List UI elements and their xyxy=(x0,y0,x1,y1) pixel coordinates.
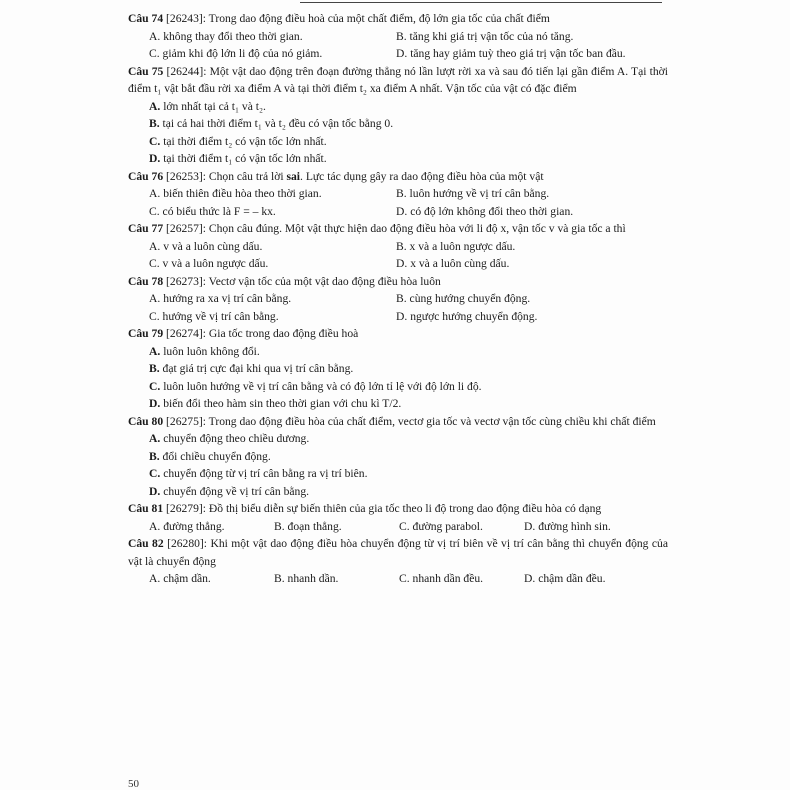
answer-option[interactable] xyxy=(149,360,668,378)
answer-option[interactable] xyxy=(396,45,643,63)
answer-option[interactable] xyxy=(149,465,668,483)
option-text: tăng hay giảm tuỳ theo giá trị vận tốc ban đầu. xyxy=(410,47,626,60)
question-code: [26253] xyxy=(166,169,203,183)
option-label: B. xyxy=(149,449,160,463)
option-label: D. xyxy=(396,309,408,323)
answer-option[interactable] xyxy=(274,570,399,588)
option-label: D. xyxy=(396,47,408,60)
answer-option[interactable] xyxy=(149,343,668,361)
option-label: B. xyxy=(149,117,160,130)
options-row xyxy=(149,45,668,63)
options-row xyxy=(149,290,668,308)
option-text: v và a luôn ngược dấu. xyxy=(162,257,269,270)
question-code: [26273] xyxy=(166,274,203,288)
options-row xyxy=(149,518,668,536)
option-text: đường hình sin. xyxy=(538,519,611,533)
question-text: : Khi một vật dao động điều hòa chuyển động từ vị trí biên về vị trí cân bằng thì chuyển động của vật là chuyển động xyxy=(128,537,668,568)
question-number: Câu 78 xyxy=(128,274,164,288)
option-label: A. xyxy=(149,519,161,533)
question-stem xyxy=(128,63,668,98)
answer-option[interactable] xyxy=(149,98,668,116)
answer-option[interactable] xyxy=(149,518,274,536)
option-label: D. xyxy=(396,257,408,270)
question-number: Câu 77 xyxy=(128,222,164,235)
option-label: A. xyxy=(149,344,161,358)
option-text: đạt giá trị cực đại khi qua vị trí cân bằng. xyxy=(162,362,354,375)
question-number: Câu 82 xyxy=(128,537,164,550)
answer-option[interactable] xyxy=(149,150,668,168)
option-label: A. xyxy=(149,572,161,585)
option-text: nhanh dần đều. xyxy=(412,572,484,585)
answer-option[interactable] xyxy=(149,255,396,273)
option-text: lớn nhất tại cả t₁ và t₂. xyxy=(163,99,266,113)
option-label: C. xyxy=(149,467,161,480)
question-text: : Đồ thị biểu diễn sự biến thiên của gia tốc theo li độ trong dao động điều hòa có dạng xyxy=(202,502,602,515)
option-text: luôn luôn không đổi. xyxy=(163,344,260,358)
answer-option[interactable] xyxy=(396,185,643,203)
question-code: [26244] xyxy=(166,64,204,78)
option-label: B. xyxy=(149,362,160,375)
question-text: : Chọn câu trả lời xyxy=(202,169,287,183)
answer-option[interactable] xyxy=(149,483,668,501)
question-code: [26280] xyxy=(167,537,204,550)
question-number: Câu 75 xyxy=(128,64,164,78)
options-row xyxy=(149,570,668,588)
question-text: : Trong dao động điều hoà của một chất điểm, độ lớn gia tốc của chất điểm xyxy=(202,12,550,25)
option-label: B. xyxy=(274,519,285,533)
question-stem xyxy=(128,220,668,238)
option-label: C. xyxy=(399,519,410,533)
question-list xyxy=(128,10,668,588)
options-row xyxy=(149,238,668,256)
option-text: đường parabol. xyxy=(412,519,483,533)
question-text: . Lực tác dụng gây ra dao động điều hòa của một vật xyxy=(300,169,544,183)
question-code: [26275] xyxy=(166,414,203,428)
options-row xyxy=(149,28,668,46)
option-label: B. xyxy=(396,292,407,305)
option-text: tại thời điểm t₂ có vận tốc lớn nhất. xyxy=(163,134,327,148)
option-label: B. xyxy=(396,187,407,200)
answer-option[interactable] xyxy=(396,203,643,221)
option-label: D. xyxy=(524,572,536,585)
option-label: A. xyxy=(149,99,161,113)
options-row xyxy=(149,203,668,221)
option-text: chậm dần đều. xyxy=(538,572,606,585)
option-label: A. xyxy=(149,29,161,43)
answer-option[interactable] xyxy=(396,308,643,326)
question-number: Câu 74 xyxy=(128,12,164,25)
question-text: : Chọn câu đúng. Một vật thực hiện dao động điều hòa với li độ x, vận tốc v và gia tốc a thì xyxy=(202,222,626,235)
answer-option[interactable] xyxy=(399,518,524,536)
answer-option[interactable] xyxy=(149,448,668,466)
answer-option[interactable] xyxy=(149,378,668,396)
question-text: : Vectơ vận tốc của một vật dao động điều hòa luôn xyxy=(202,274,441,288)
question-stem xyxy=(128,325,668,343)
option-text: x và a luôn ngược dấu. xyxy=(409,239,516,253)
option-text: tại cả hai thời điểm t₁ và t₂ đều có vận tốc bằng 0. xyxy=(162,117,394,130)
option-label: B. xyxy=(274,572,285,585)
question-code: [26257] xyxy=(166,222,203,235)
option-label: A. xyxy=(149,292,161,305)
question-stem xyxy=(128,168,668,186)
option-label: A. xyxy=(149,432,161,445)
question-stem xyxy=(128,500,668,518)
option-label: D. xyxy=(149,484,161,498)
answer-option[interactable] xyxy=(149,133,668,151)
option-text: ngược hướng chuyển động. xyxy=(410,309,538,323)
page-number: 50 xyxy=(128,778,139,790)
option-label: D. xyxy=(524,519,536,533)
option-label: C. xyxy=(149,47,160,60)
question-text: : Trong dao động điều hòa của chất điểm, vectơ gia tốc và vectơ vận tốc cùng chiều khi chất điểm xyxy=(202,414,656,428)
question-stem xyxy=(128,413,668,431)
option-label: C. xyxy=(399,572,410,585)
option-text: chậm dần. xyxy=(163,572,211,585)
option-label: D. xyxy=(149,152,161,165)
option-text: biến đổi theo hàm sin theo thời gian với chu kì T/2. xyxy=(163,397,402,410)
option-label: A. xyxy=(149,187,161,200)
option-label: C. xyxy=(149,257,160,270)
option-text: đoạn thẳng. xyxy=(287,519,342,533)
answer-option[interactable] xyxy=(149,395,668,413)
option-text: v và a luôn cùng dấu. xyxy=(163,239,263,253)
option-text: nhanh dần. xyxy=(287,572,339,585)
question-number: Câu 80 xyxy=(128,414,164,428)
option-text: giảm khi độ lớn li độ của nó giảm. xyxy=(162,47,323,60)
option-text: có độ lớn không đổi theo thời gian. xyxy=(410,204,574,218)
option-text: không thay đổi theo thời gian. xyxy=(163,29,303,43)
option-label: C. xyxy=(149,134,161,148)
question-text: : Một vật dao động trên đoạn đường thẳng nó lần lượt rời xa và sau đó tiến lại gần điểm A. Tại thời điểm t₁ vật bắt đầu rời xa điểm A và tại thời điểm t₂ xa điểm A nhất. Vận tốc của vật có đặc điểm xyxy=(128,64,668,95)
option-label: B. xyxy=(396,239,407,253)
option-text: cùng hướng chuyển động. xyxy=(409,292,531,305)
option-label: B. xyxy=(396,29,407,43)
question-code: [26279] xyxy=(166,502,203,515)
answer-option[interactable] xyxy=(149,308,396,326)
question-text: : Gia tốc trong dao động điều hoà xyxy=(202,327,359,340)
option-text: có biểu thức là F = – kx. xyxy=(162,204,276,218)
option-text: tăng khi giá trị vận tốc của nó tăng. xyxy=(409,29,574,43)
answer-option[interactable] xyxy=(149,185,396,203)
answer-option[interactable] xyxy=(149,45,396,63)
answer-option[interactable] xyxy=(149,290,396,308)
answer-option[interactable] xyxy=(524,570,649,588)
question-stem xyxy=(128,535,668,570)
option-text: luôn luôn hướng về vị trí cân bằng và có độ lớn tỉ lệ với độ lớn li độ. xyxy=(163,379,482,393)
option-text: chuyển động từ vị trí cân bằng ra vị trí biên. xyxy=(163,467,368,480)
option-text: biến thiên điều hòa theo thời gian. xyxy=(163,187,322,200)
answer-option[interactable] xyxy=(396,238,643,256)
option-label: D. xyxy=(149,397,161,410)
question-stem xyxy=(128,10,668,28)
option-label: D. xyxy=(396,204,408,218)
question-number: Câu 76 xyxy=(128,169,164,183)
option-text: chuyển động về vị trí cân bằng. xyxy=(163,484,310,498)
question-number: Câu 79 xyxy=(128,327,164,340)
answer-option[interactable] xyxy=(396,28,643,46)
option-text: x và a luôn cùng dấu. xyxy=(410,257,510,270)
option-text: hướng về vị trí cân bằng. xyxy=(162,309,279,323)
option-label: A. xyxy=(149,239,161,253)
answer-option[interactable] xyxy=(149,570,274,588)
answer-option[interactable] xyxy=(149,28,396,46)
answer-option[interactable] xyxy=(396,290,643,308)
answer-option[interactable] xyxy=(524,518,649,536)
option-label: C. xyxy=(149,204,160,218)
option-text: luôn hướng về vị trí cân bằng. xyxy=(409,187,550,200)
option-label: C. xyxy=(149,379,161,393)
answer-option[interactable] xyxy=(149,115,668,133)
options-row xyxy=(149,185,668,203)
answer-option[interactable] xyxy=(149,238,396,256)
question-stem xyxy=(128,273,668,291)
answer-option[interactable] xyxy=(396,255,643,273)
option-text: đường thẳng. xyxy=(163,519,225,533)
question-code: [26243] xyxy=(166,12,203,25)
options-row xyxy=(149,255,668,273)
answer-option[interactable] xyxy=(274,518,399,536)
option-text: chuyển động theo chiều dương. xyxy=(163,432,310,445)
question-number: Câu 81 xyxy=(128,502,164,515)
answer-option[interactable] xyxy=(399,570,524,588)
option-label: C. xyxy=(149,309,160,323)
options-row xyxy=(149,308,668,326)
option-text: tại thời điểm t₁ có vận tốc lớn nhất. xyxy=(163,152,327,165)
question-code: [26274] xyxy=(166,327,203,340)
answer-option[interactable] xyxy=(149,203,396,221)
option-text: hướng ra xa vị trí cân bằng. xyxy=(163,292,292,305)
answer-option[interactable] xyxy=(149,430,668,448)
header-rule xyxy=(300,2,662,3)
question-emphasis: sai xyxy=(286,169,301,183)
option-text: đổi chiều chuyển động. xyxy=(162,449,271,463)
